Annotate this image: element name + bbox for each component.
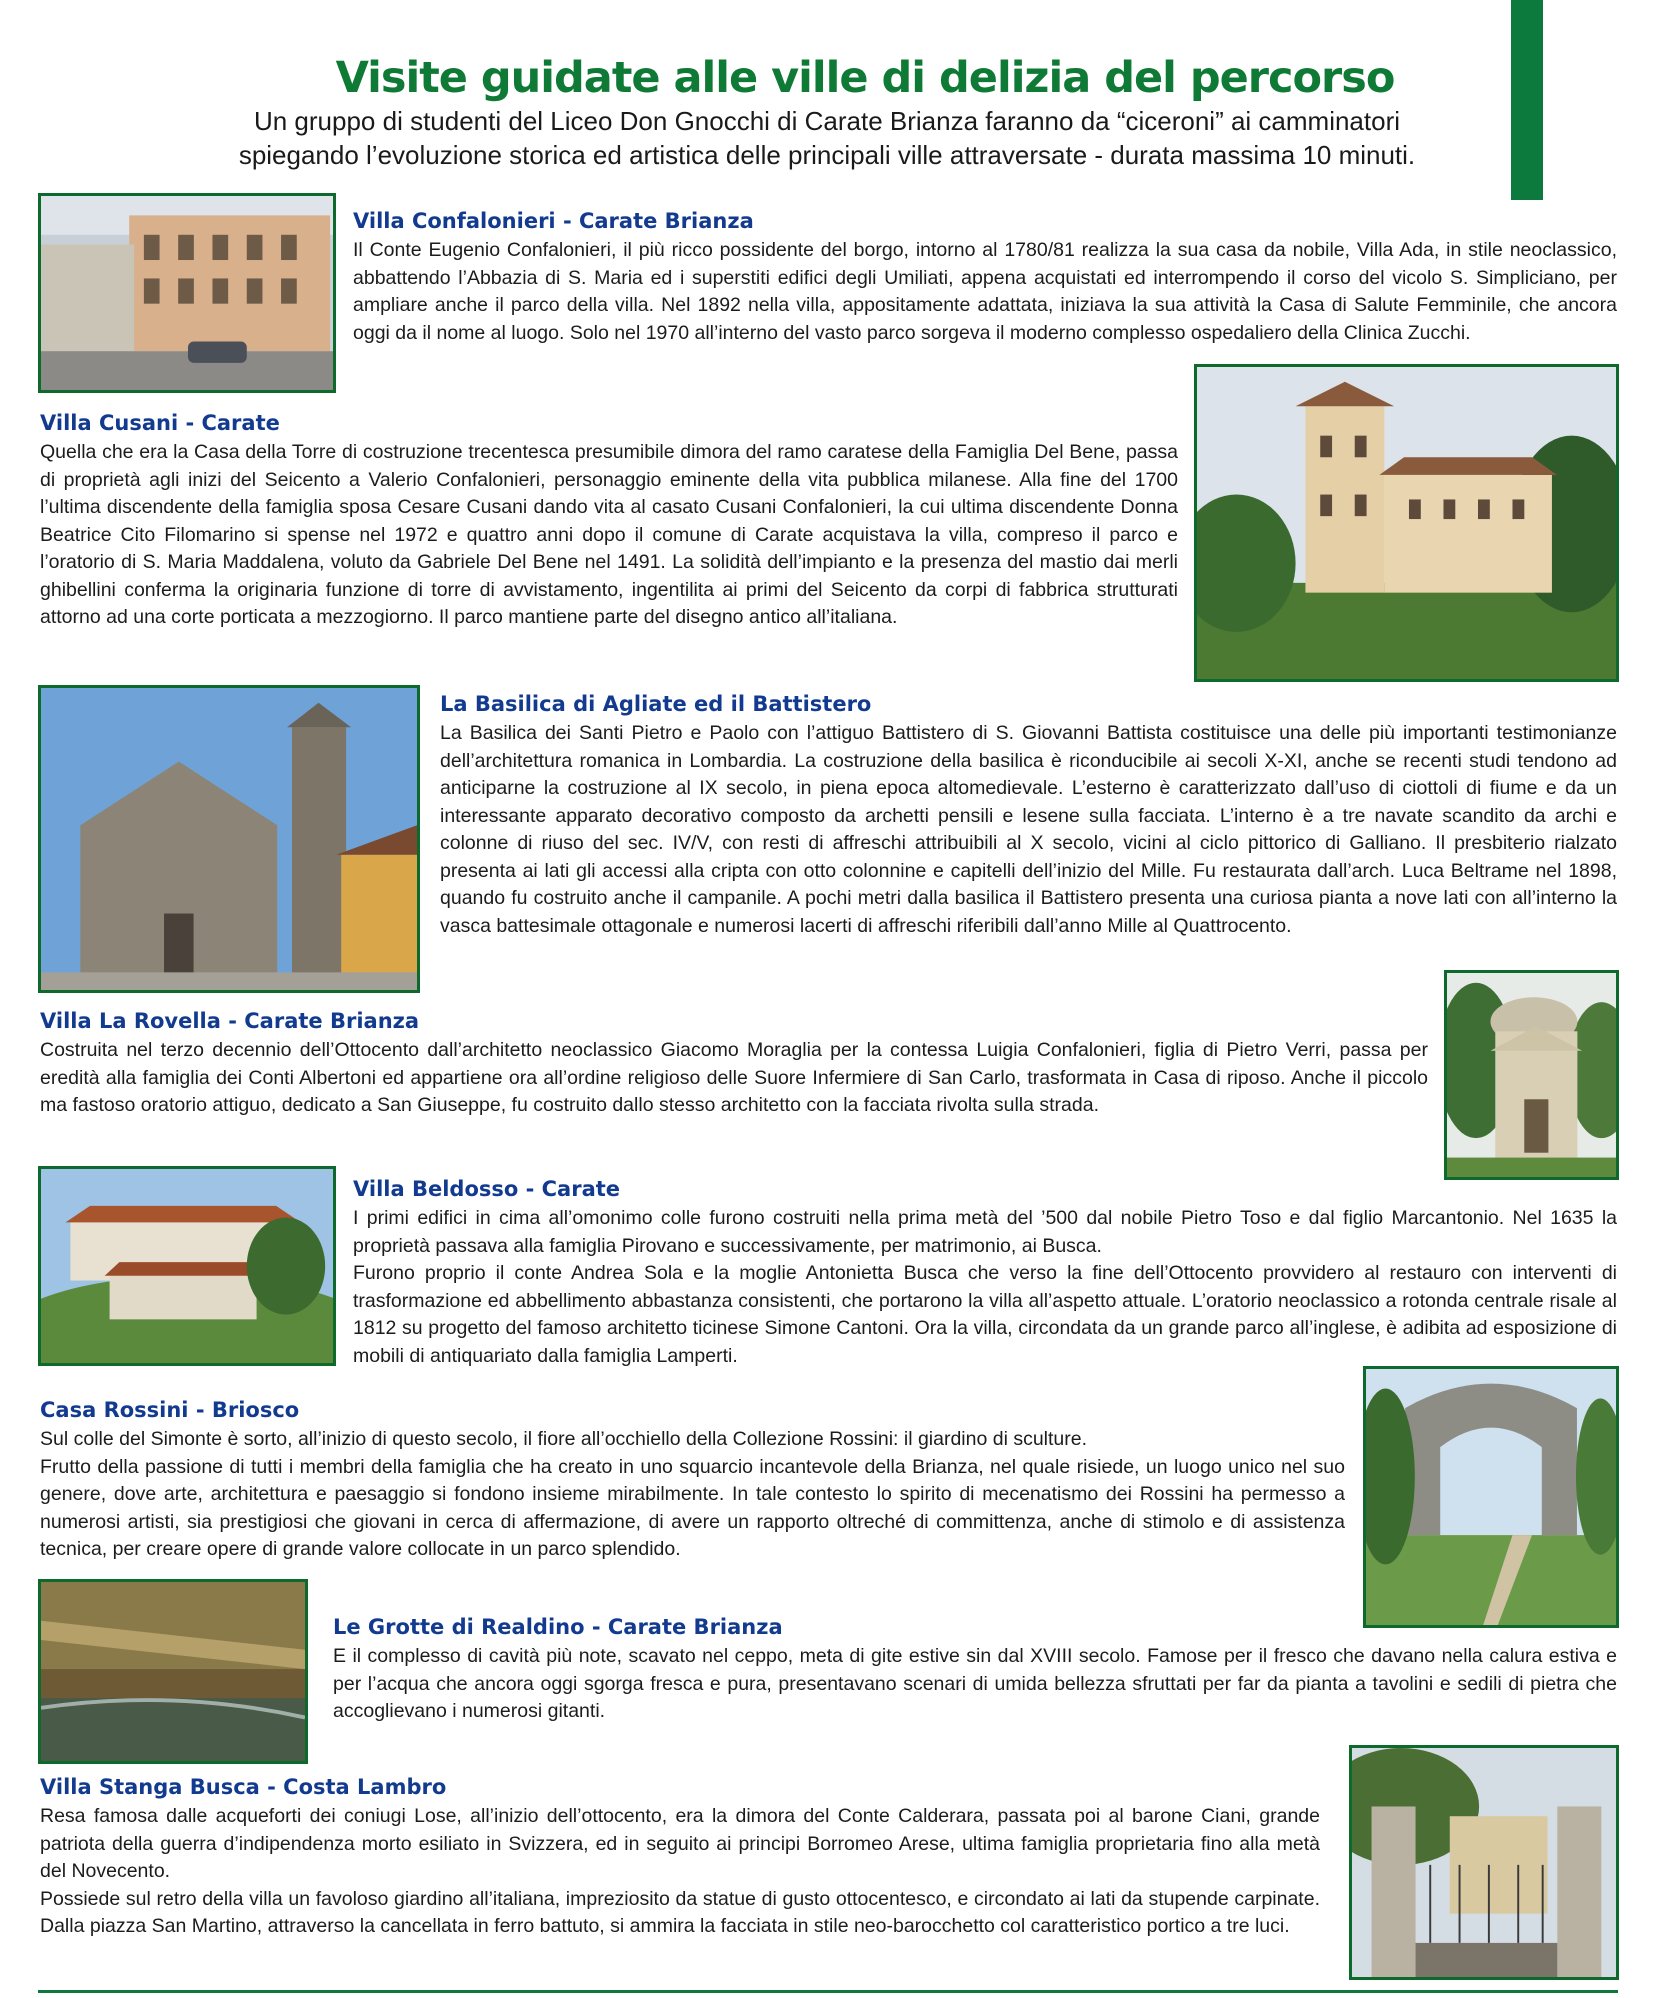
- basilica-agliate-photo: [38, 685, 420, 993]
- villa-beldosso-photo: [38, 1166, 336, 1366]
- page-subtitle-line2: spiegando l’evoluzione storica ed artistica delle principali ville attraversate - durata massima 10 minuti.: [238, 140, 1416, 170]
- section-villa-la-rovella: [40, 1007, 1428, 1120]
- section-villa-stanga-busca: [40, 1773, 1320, 1941]
- bottom-divider: [38, 1990, 1618, 1993]
- section-title: Le Grotte di Realdino - Carate Brianza: [333, 1615, 783, 1639]
- section-body: Quella che era la Casa della Torre di costruzione trecentesca presumibile dimora del ramo caratese della Famiglia Del Bene, passa di proprietà agli inizi del Seicento a Valerio Confalonieri, personaggio eminente della vita pubblica milanese. Alla fine del 1700 l’ultima discendente della famiglia sposa Cesare Cusani dando vita al casato Cusani Confalonieri, la cui ultima discendente Donna Beatrice Cito Filomarino si spense nel 1972 e quattro anni dopo il comune di Carate acquistava la villa, compreso il parco e l’oratorio di S. Maria Maddalena, voluto da Gabriele Del Bene nel 1491. La solidità dell’impianto e la presenza del mastio dai merli ghibellini conferma la originaria funzione di torre di avvistamento, ingentilita ai primi del Seicento da corpi di fabbrica strutturati attorno ad una corte porticata a mezzogiorno. Il parco mantiene parte del disegno antico all’italiana.: [40, 441, 1178, 628]
- section-grotte-realdino: [333, 1613, 1617, 1726]
- section-body: E il complesso di cavità più note, scavato nel ceppo, meta di gite estive sin dal XVIII secolo. Famose per il fresco che davano nella calura estiva e per l’acqua che ancora oggi sgorga fresca e pura, presentavano scenari di umida bellezza sfruttati per far da pianta a tavolini e sedili di pietra che accoglievano i numerosi gitanti.: [333, 1645, 1617, 1722]
- villa-stanga-busca-photo: [1349, 1745, 1619, 1980]
- section-title: Villa Beldosso - Carate: [353, 1177, 621, 1201]
- section-title: Villa La Rovella - Carate Brianza: [40, 1009, 420, 1033]
- section-body: La Basilica dei Santi Pietro e Paolo con l’attiguo Battistero di S. Giovanni Battista costituisce una delle più importanti testimonianze dell’architettura romanica in Lombardia. La costruzione della basilica è riconducibile ai secoli X-XI, anche se recenti studi tendono ad anticiparne la costruzione al IX secolo, in piena epoca altomedievale. L’esterno è caratterizzato dall’uso di ciottoli di fiume e da un interessante apparato decorativo composto da archetti pensili e lesene sulla facciata. L’interno è a tre navate scandito da archi e colonne di riuso del sec. IV/V, con resti di affreschi attribuibili al X secolo, vicini al ciclo pittorico di Galliano. Il presbiterio rialzato presenta ai lati gli accessi alla cripta con otto colonnine e capitelli dell’inizio del Mille. Fu restaurata dall’arch. Luca Beltrame nel 1898, quando fu costruito anche il campanile. A pochi metri dalla basilica il Battistero presenta una curiosa pianta a nove lati con all’interno la vasca battesimale ottagonale e numerosi lacerti di affreschi riferibili dall’anno Mille al Quattrocento.: [440, 722, 1617, 937]
- villa-la-rovella-photo: [1444, 970, 1619, 1180]
- casa-rossini-photo: [1363, 1366, 1619, 1628]
- section-basilica-agliate: [440, 690, 1617, 940]
- page-header: [0, 52, 1654, 172]
- section-body: Il Conte Eugenio Confalonieri, il più ricco possidente del borgo, intorno al 1780/81 realizza la sua casa da nobile, Villa Ada, in stile neoclassico, abbattendo l’Abbazia di S. Maria ed i superstiti edifici degli Umiliati, appena acquistati ed interrompendo il corso del vicolo S. Simpliciano, per ampliare anche il parco della villa. Nel 1892 nella villa, appositamente adattata, iniziava la sua attività la Casa di Salute Femminile, che ancora oggi da il nome al luogo. Solo nel 1970 all’interno del vasto parco sorgeva il moderno complesso ospedaliero della Clinica Zucchi.: [353, 239, 1617, 344]
- section-title: Villa Cusani - Carate: [40, 411, 280, 435]
- section-body: I primi edifici in cima all’omonimo colle furono costruiti nella prima metà del ’500 dal nobile Pietro Toso e dal figlio Marcantonio. Nel 1635 la proprietà passava alla famiglia Pirovano e successivamente, per matrimonio, ai Busca.: [353, 1207, 1617, 1257]
- section-title: Villa Stanga Busca - Costa Lambro: [40, 1775, 447, 1799]
- grotte-realdino-photo: [38, 1579, 308, 1764]
- section-body-2: Possiede sul retro della villa un favoloso giardino all’italiana, impreziosito da statue di gusto ottocentesco, e circondato ai lati da stupende carpinate. Dalla piazza San Martino, attraverso la cancellata in ferro battuto, si ammira la facciata in stile neo-barocchetto col caratteristico portico a tre luci.: [40, 1887, 1320, 1937]
- section-body: Resa famosa dalle acqueforti dei coniugi Lose, all’inizio dell’ottocento, era la dimora del Conte Calderara, passata poi al barone Ciani, grande patriota della guerra d’indipendenza morto esiliato in Svizzera, ed in seguito ai principi Borromeo Arese, ultima famiglia proprietaria fino alla metà del Novecento.: [40, 1805, 1320, 1882]
- section-body-2: Frutto della passione di tutti i membri della famiglia che ha creato in uno squarcio incantevole della Brianza, nel quale risiede, un luogo unico nel suo genere, dove arte, architettura e paesaggio si fondono insieme mirabilmente. In tale contesto lo spirito di mecenatismo dei Rossini ha permesso a numerosi artisti, sia prestigiosi che giovani in cerca di affermazione, di avere un rapporto oltreché di committenza, anche di stimolo e di assistenza tecnica, per creare opere di grande valore collocate in un parco splendido.: [40, 1455, 1345, 1560]
- section-title: Casa Rossini - Briosco: [40, 1398, 300, 1422]
- section-body-2: Furono proprio il conte Andrea Sola e la moglie Antonietta Busca che verso la fine dell’Ottocento provvidero al restauro con interventi di trasformazione ed abbellimento abbastanza consistenti, che portarono la villa all’aspetto attuale. L’oratorio neoclassico a rotonda centrale risale al 1812 su progetto del famoso architetto ticinese Simone Cantoni. Ora la villa, circondata da un grande parco all’inglese, è adibita ad esposizione di mobili di antiquariato dalla famiglia Lamperti.: [353, 1262, 1617, 1367]
- page-title: Visite guidate alle ville di delizia del percorso: [335, 53, 1395, 103]
- section-title: Villa Confalonieri - Carate Brianza: [353, 209, 754, 233]
- page-subtitle-line1: Un gruppo di studenti del Liceo Don Gnocchi di Carate Brianza faranno da “ciceroni” ai camminatori: [253, 106, 1401, 136]
- section-body: Sul colle del Simonte è sorto, all’inizio di questo secolo, il fiore all’occhiello della Collezione Rossini: il giardino di sculture.: [40, 1428, 1088, 1450]
- section-title: La Basilica di Agliate ed il Battistero: [440, 692, 872, 716]
- villa-confalonieri-photo: [38, 193, 336, 393]
- section-villa-beldosso: [353, 1175, 1617, 1370]
- section-villa-cusani: [40, 409, 1178, 632]
- section-casa-rossini: [40, 1396, 1345, 1564]
- section-villa-confalonieri: [353, 207, 1617, 347]
- villa-cusani-photo: [1194, 364, 1619, 682]
- section-body: Costruita nel terzo decennio dell’Ottocento dall’architetto neoclassico Giacomo Moraglia per la contessa Luigia Confalonieri, figlia di Pietro Verri, passa per eredità alla famiglia dei Conti Albertoni ed appartiene ora all’ordine religioso delle Suore Infermiere di San Carlo, trasformata in Casa di riposo. Anche il piccolo ma fastoso oratorio attiguo, dedicato a San Giuseppe, fu costruito dallo stesso architetto con la facciata rivolta sulla strada.: [40, 1039, 1428, 1116]
